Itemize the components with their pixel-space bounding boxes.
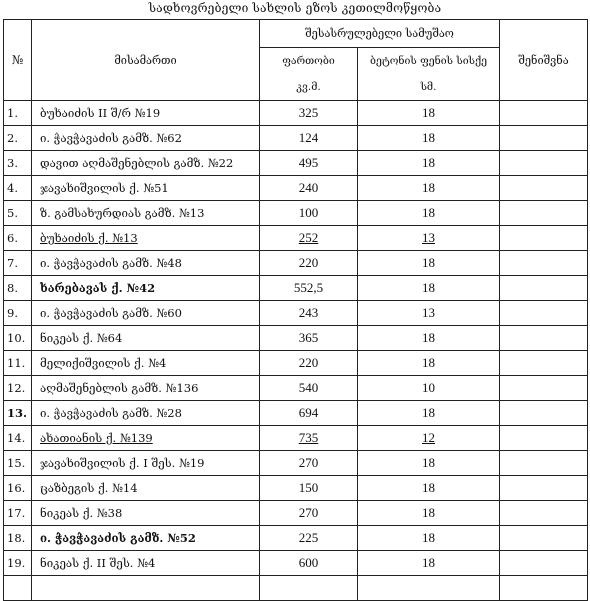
row-note [500,176,588,201]
row-area: 124 [260,126,358,151]
works-table [3,19,588,601]
row-note [500,376,588,401]
table-row [4,326,588,351]
row-note [500,401,588,426]
row-area: 694 [260,401,358,426]
header-number: № [4,20,32,101]
row-note [500,276,588,301]
header-area-unit: კვ.მ. [296,81,321,93]
row-note [500,351,588,376]
row-number: 17. [4,501,32,526]
row-address: ჯავახიშვილის ქ. №51 [32,176,260,201]
table-row [4,201,588,226]
row-address: მელიქიშვილის ქ. №4 [32,351,260,376]
row-note [500,551,588,576]
row-note [500,101,588,126]
row-thickness: 18 [358,126,500,151]
row-area: 552,5 [260,276,358,301]
table-row [4,276,588,301]
row-area: 225 [260,526,358,551]
row-address: ი. ჭავჭავაძის გამზ. №60 [32,301,260,326]
row-area: 325 [260,101,358,126]
table-row [4,401,588,426]
row-thickness: 18 [358,401,500,426]
table-row [4,501,588,526]
row-number: 6. [4,226,32,251]
row-address: ჯავახიშვილის ქ. I შეს. №19 [32,451,260,476]
header-thickness [358,48,500,101]
row-area: 243 [260,301,358,326]
row-address: ნიკეას ქ. №64 [32,326,260,351]
table-row [4,126,588,151]
row-number: 15. [4,451,32,476]
row-number: 16. [4,476,32,501]
row-number: 12. [4,376,32,401]
row-area: 495 [260,151,358,176]
row-address: ი. ჭავჭავაძის გამზ. №62 [32,126,260,151]
row-address: ი. ჭავჭავაძის გამზ. №48 [32,251,260,276]
row-number: 8. [4,276,32,301]
header-thickness-unit: სმ. [420,81,437,93]
table-row [4,226,588,251]
table-row [4,451,588,476]
row-thickness: 12 [358,426,500,451]
row-thickness: 18 [358,326,500,351]
row-thickness: 18 [358,526,500,551]
row-area: 365 [260,326,358,351]
row-thickness: 18 [358,451,500,476]
row-address: ბუხაიძის II შ/რ №19 [32,101,260,126]
row-number: 5. [4,201,32,226]
row-note [500,226,588,251]
row-area: 600 [260,551,358,576]
row-number: 1. [4,101,32,126]
row-number: 2. [4,126,32,151]
row-number: 19. [4,551,32,576]
row-number: 14. [4,426,32,451]
row-thickness: 18 [358,551,500,576]
row-number: 9. [4,301,32,326]
row-thickness: 18 [358,176,500,201]
row-thickness: 18 [358,151,500,176]
row-area: 220 [260,251,358,276]
row-address: ი. ჭავჭავაძის გამზ. №52 [32,526,260,551]
row-address: ახათიანის ქ. №139 [32,426,260,451]
row-thickness: 13 [358,301,500,326]
table-row [4,151,588,176]
table-row [4,376,588,401]
row-thickness: 18 [358,276,500,301]
table-row [4,426,588,451]
row-number [4,576,32,601]
row-note [500,501,588,526]
row-area: 150 [260,476,358,501]
row-note [500,201,588,226]
row-area: 270 [260,501,358,526]
row-address: ცაზბეგის ქ. №14 [32,476,260,501]
row-address: ნიკეას ქ. №38 [32,501,260,526]
table-row [4,551,588,576]
row-thickness: 18 [358,476,500,501]
row-number: 18. [4,526,32,551]
row-note [500,326,588,351]
row-address: ხარებავას ქ. №42 [32,276,260,301]
page-title: სადხოვრებელი სახლის ეზოს კეთილმოწყობა [148,1,442,15]
table-row [4,351,588,376]
row-note [500,151,588,176]
table-row [4,526,588,551]
row-address: აღმაშენებლის გამზ. №136 [32,376,260,401]
row-area: 100 [260,201,358,226]
row-note [500,126,588,151]
row-address: ნიკეას ქ. II შეს. №4 [32,551,260,576]
row-note [500,476,588,501]
row-thickness [358,576,500,601]
row-area: 270 [260,451,358,476]
row-note [500,426,588,451]
row-number: 7. [4,251,32,276]
row-area: 252 [260,226,358,251]
row-thickness: 18 [358,101,500,126]
row-note [500,301,588,326]
table-row [4,176,588,201]
row-address: დავით აღმაშენებლის გამზ. №22 [32,151,260,176]
row-note [500,526,588,551]
row-area [260,576,358,601]
header-thickness-label: ბეტონის ფენის სისქე [370,55,487,67]
row-number: 3. [4,151,32,176]
row-note [500,251,588,276]
row-area: 220 [260,351,358,376]
row-address: ზ. გამსახურდიას გამზ. №13 [32,201,260,226]
row-note [500,451,588,476]
row-thickness: 13 [358,226,500,251]
header-area-label: ფართობი [282,55,335,67]
header-work-group: შესასრულებელი სამუშაო [260,20,500,48]
table-row [4,101,588,126]
row-area: 735 [260,426,358,451]
table-row [4,251,588,276]
row-address [32,576,260,601]
row-thickness: 18 [358,201,500,226]
table-row [4,301,588,326]
row-area: 540 [260,376,358,401]
row-number: 13. [4,401,32,426]
row-address: ი. ჭავჭავაძის გამზ. №28 [32,401,260,426]
row-number: 4. [4,176,32,201]
row-number: 11. [4,351,32,376]
row-thickness: 10 [358,376,500,401]
row-number: 10. [4,326,32,351]
row-thickness: 18 [358,251,500,276]
header-note: შენიშვნა [500,20,588,101]
row-address: ბუხაიძის ქ. №13 [32,226,260,251]
table-row [4,476,588,501]
row-area: 240 [260,176,358,201]
table-row-partial [4,576,588,601]
row-thickness: 18 [358,351,500,376]
row-thickness: 18 [358,501,500,526]
row-note [500,576,588,601]
header-address: მისამართი [32,20,260,101]
header-area [260,48,358,101]
